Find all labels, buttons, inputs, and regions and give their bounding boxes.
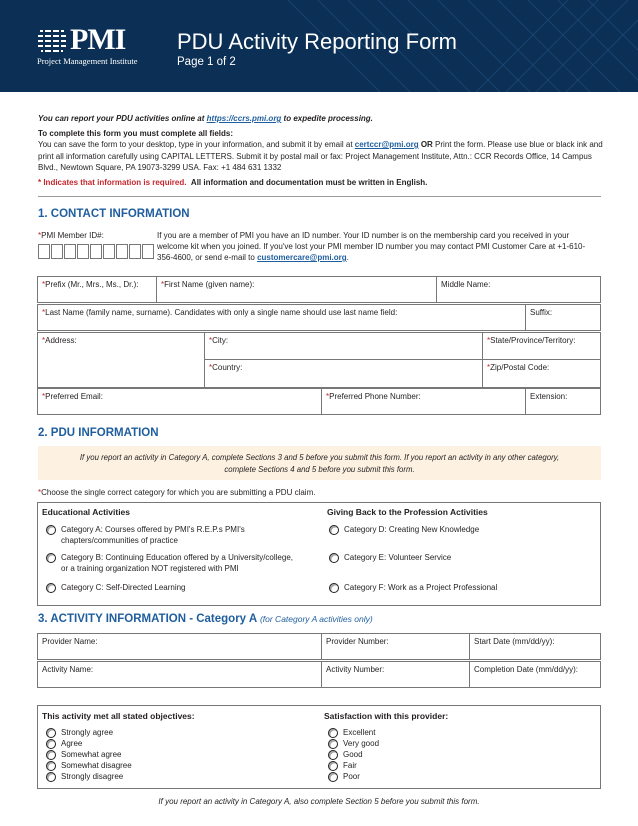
radio-somewhat-disagree[interactable] — [46, 761, 56, 771]
required-text: * Indicates that information is required. — [38, 177, 187, 187]
cat-b-line1: Category B: Continuing Education offered by a University/college, — [61, 553, 293, 562]
completion-date-field[interactable] — [470, 662, 600, 687]
pdu-note — [38, 446, 601, 480]
objective-option: Strongly agree — [61, 728, 114, 737]
divider — [38, 196, 601, 197]
or-text: OR — [418, 140, 433, 149]
provider-number-field[interactable] — [322, 634, 470, 659]
giving-title: Giving Back to the Profession Activities — [327, 507, 488, 517]
satisfaction-option: Excellent — [343, 728, 376, 737]
activity-name-label: Activity Name: — [42, 665, 94, 674]
page-indicator: Page 1 of 2 — [177, 56, 236, 68]
radio-poor[interactable] — [328, 772, 338, 782]
choose-note: *Choose the single correct category for which you are submitting a PDU claim. — [38, 488, 316, 497]
cat-a-line1: Category A: Courses offered by PMI's R.E.P.s PMI's — [61, 525, 245, 534]
edu-title: Educational Activities — [42, 507, 131, 517]
provider-row — [37, 633, 601, 660]
activity-number-label: Activity Number: — [326, 665, 385, 674]
section-heading-pdu: 2. PDU INFORMATION — [38, 427, 159, 439]
email-link[interactable]: certccr@pmi.org — [354, 140, 419, 149]
logo-subtitle: Project Management Institute — [37, 56, 138, 66]
zip-field[interactable]: *Zip/Postal Code: — [487, 363, 550, 372]
cat-b-label — [61, 552, 293, 574]
radio-excellent[interactable] — [328, 728, 338, 738]
first-name-field[interactable]: *First Name (given name): — [157, 277, 437, 302]
state-label: State/Province/Territory: — [490, 336, 576, 345]
section-heading-activity — [38, 613, 373, 625]
member-id-label: *PMI Member ID#: — [38, 231, 104, 240]
satisfaction-title: Satisfaction with this provider: — [324, 711, 449, 721]
online-pre: You can report your PDU activities online at — [38, 114, 207, 123]
start-date-field[interactable] — [470, 634, 600, 659]
prefix-field[interactable]: *Prefix (Mr., Mrs., Ms., Dr.): — [38, 277, 157, 302]
suffix-field[interactable] — [526, 305, 600, 330]
cat-f-label: Category F: Work as a Project Professional — [344, 583, 498, 592]
objectives-title: This activity met all stated objectives: — [42, 711, 195, 721]
pmi-logo — [36, 23, 126, 56]
objective-option: Agree — [61, 739, 83, 748]
form-title: PDU Activity Reporting Form — [177, 29, 457, 54]
cat-a-line2: chapters/communities of practice — [61, 536, 178, 545]
radio-strongly-agree[interactable] — [46, 728, 56, 738]
pdu-note-line2: complete Sections 4 and 5 before you submit this form. — [224, 464, 415, 474]
complete-text — [38, 139, 608, 174]
radio-somewhat-agree[interactable] — [46, 750, 56, 760]
last-name-row — [37, 304, 601, 331]
member-note-end: . — [346, 253, 349, 262]
extension-label: Extension: — [530, 392, 568, 401]
objective-option: Somewhat agree — [61, 750, 122, 759]
activity-name-field[interactable] — [38, 662, 322, 687]
member-note — [157, 230, 597, 263]
online-post: to expedite processing. — [281, 114, 373, 123]
satisfaction-option: Poor — [343, 772, 360, 781]
logo-text: PMI — [70, 23, 126, 56]
radio-strongly-disagree[interactable] — [46, 772, 56, 782]
section-heading-contact: 1. CONTACT INFORMATION — [38, 208, 190, 220]
prefix-label: Prefix (Mr., Mrs., Ms., Dr.): — [45, 280, 139, 289]
choose-text: Choose the single correct category for which you are submitting a PDU claim. — [41, 488, 316, 497]
satisfaction-option: Very good — [343, 739, 380, 748]
cat-d-label: Category D: Creating New Knowledge — [344, 525, 480, 534]
english-text: All information and documentation must be written in English. — [190, 177, 428, 187]
globe-icon — [36, 26, 68, 54]
cat-c-label: Category C: Self-Directed Learning — [61, 583, 186, 592]
country-label: Country: — [212, 363, 243, 372]
radio-cat-a[interactable] — [46, 525, 56, 535]
email-field[interactable]: *Preferred Email: — [38, 389, 322, 414]
state-field[interactable]: *State/Province/Territory: — [483, 333, 600, 360]
last-name-label: Last Name (family name, surname). Candidates with only a single name should use last name field: — [45, 308, 398, 317]
completion-date-label: Completion Date (mm/dd/yy): — [474, 665, 579, 674]
activity-heading-note: (for Category A activities only) — [259, 614, 373, 624]
middle-name-field[interactable] — [437, 277, 600, 302]
complete-label: To complete this form you must complete all fields: — [38, 128, 233, 138]
radio-cat-b[interactable] — [46, 553, 56, 563]
last-name-field[interactable]: *Last Name (family name, surname). Candidates with only a single name should use last name field: — [38, 305, 526, 330]
member-id-text: PMI Member ID#: — [41, 231, 104, 240]
email-label: Preferred Email: — [45, 392, 103, 401]
objective-option: Strongly disagree — [61, 772, 124, 781]
address-label: Address: — [45, 336, 77, 345]
objective-option: Somewhat disagree — [61, 761, 132, 770]
country-field[interactable]: *Country: — [205, 360, 483, 387]
zip-label: Zip/Postal Code: — [490, 363, 550, 372]
online-note — [38, 113, 608, 125]
pdu-note-line1: If you report an activity in Category A, complete Sections 3 and 5 before you submit this form. If you report an activity in any other category, — [79, 453, 560, 462]
complete-post: Print the form. Please use blue or black ink and print all information carefully using CAPITAL LETTERS. Submit it by postal mail or fax: Project Management Institute, Attn.: CCR Records Office, 14 Campus Blvd., Newtown Square, PA 19073-3299 USA. Fax: +1 484 631 1332 — [38, 140, 603, 172]
name-row — [37, 276, 601, 303]
satisfaction-option: Good — [343, 750, 363, 759]
header-banner — [0, 0, 638, 92]
online-link[interactable]: https://ccrs.pmi.org — [206, 114, 282, 123]
required-note — [38, 177, 608, 189]
provider-number-label: Provider Number: — [326, 637, 389, 646]
cat-a-label — [61, 524, 245, 546]
middle-name-label: Middle Name: — [441, 280, 491, 289]
address-field[interactable]: *Address: — [38, 333, 205, 387]
start-date-label: Start Date (mm/dd/yy): — [474, 637, 555, 646]
suffix-label: Suffix: — [530, 308, 553, 317]
city-label: City: — [212, 336, 229, 345]
radio-cat-c[interactable] — [46, 583, 56, 593]
radio-cat-e[interactable] — [329, 553, 339, 563]
extension-field[interactable] — [526, 389, 600, 414]
cat-e-label: Category E: Volunteer Service — [344, 553, 452, 562]
cat-b-line2: or a training organization NOT registered with PMI — [61, 564, 239, 573]
category-box — [37, 502, 601, 606]
provider-name-label: Provider Name: — [42, 637, 98, 646]
radio-good[interactable] — [328, 750, 338, 760]
complete-pre: You can save the form to your desktop, type in your information, and submit it by email at — [38, 140, 355, 149]
contact-row — [37, 388, 601, 415]
radio-cat-f[interactable] — [329, 583, 339, 593]
first-name-label: First Name (given name): — [164, 280, 255, 289]
radio-very-good[interactable] — [328, 739, 338, 749]
activity-heading-text: 3. ACTIVITY INFORMATION - Category A — [38, 613, 257, 625]
member-note-text: If you are a member of PMI you have an ID number. Your ID number is on the membership card you received in your welcome kit when you joined. If you've lost your PMI member ID number you may contact PMI Customer Care at +1-610-356-4600, or send e-mail to — [157, 231, 586, 262]
activity-number-field[interactable] — [322, 662, 470, 687]
radio-fair[interactable] — [328, 761, 338, 771]
radio-cat-d[interactable] — [329, 525, 339, 535]
satisfaction-option: Fair — [343, 761, 357, 770]
rating-box — [37, 705, 601, 789]
care-email-link[interactable]: customercare@pmi.org — [257, 253, 347, 262]
address-row — [37, 332, 601, 388]
intro-text — [38, 113, 608, 188]
member-id-field[interactable] — [38, 244, 155, 259]
city-field[interactable]: *City: — [205, 333, 483, 360]
radio-agree[interactable] — [46, 739, 56, 749]
phone-label: Preferred Phone Number: — [329, 392, 421, 401]
phone-field[interactable]: *Preferred Phone Number: — [322, 389, 526, 414]
provider-name-field[interactable] — [38, 634, 322, 659]
footer-note: If you report an activity in Category A, also complete Section 5 before you submit this form. — [158, 797, 480, 806]
activity-row — [37, 661, 601, 688]
